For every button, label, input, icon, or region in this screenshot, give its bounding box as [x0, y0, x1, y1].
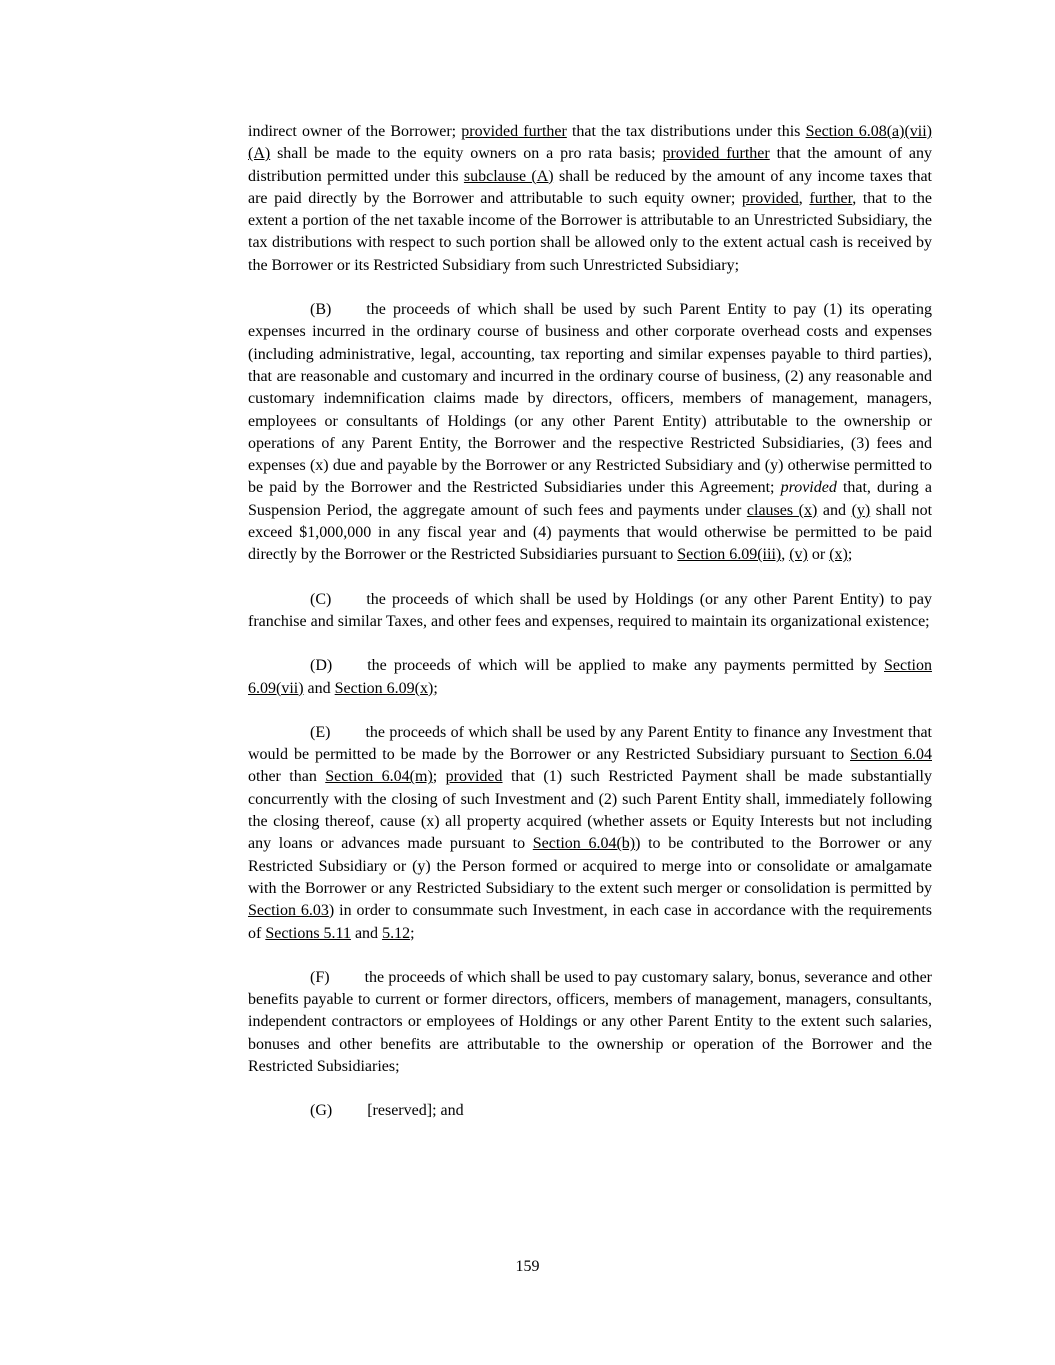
- text-run: (y): [851, 501, 871, 519]
- text-run: the proceeds of which will be applied to make any payments permitted by: [367, 657, 884, 675]
- text-run: provided: [741, 189, 799, 207]
- text-run: Section 6.09(iii): [677, 546, 782, 564]
- text-run: ) to be contributed to the Borrower or any Restricted Subsidiary or (y) the Person formed or acquired to merge into or consolidate or amalgamate with the Borrower or any Restricted Subsidiary to the extent such merger or consolidation is permitted by: [248, 835, 932, 897]
- text-run: provided further: [461, 123, 567, 140]
- text-run: Section 6.04(b): [532, 835, 636, 853]
- text-run: Sections 5.11: [265, 924, 351, 942]
- text-run: (v): [789, 546, 808, 564]
- text-run: clauses (x): [746, 501, 818, 519]
- text-run: shall not exceed $1,000,000 in any fiscal year and (4) payments that would otherwise be permitted to be paid directly by the Borrower or the Restricted Subsidiaries pursuant to: [248, 501, 933, 564]
- paragraph: [248, 722, 932, 945]
- text-run: other than: [248, 768, 326, 786]
- text-run: shall be reduced by the amount of any income taxes that are paid directly by the Borrower and attributable to such equity owner;: [248, 167, 932, 207]
- paragraph: [248, 121, 932, 277]
- text-run: , that to the extent a portion of the net taxable income of the Borrower is attributable to an Unrestricted Subsidiary, the tax distributions with respect to such portion shall be allowed only to the extent actual cash is received by the Borrower or its Restricted Subsidiary from such Unrestricted Subsidiary;: [248, 189, 933, 274]
- text-run: and: [817, 501, 852, 519]
- text-run: (G): [310, 1102, 333, 1120]
- text-run: ;: [410, 924, 415, 942]
- text-run: and: [350, 924, 383, 942]
- paragraph: [248, 1100, 932, 1122]
- paragraph: [248, 967, 932, 1078]
- text-run: that (1) such Restricted Payment shall be made substantially concurrently with the closing of such Investment and (2) such Parent Entity shall, immediately following the closing thereof, cause (x) all property acquired (whether assets or Equity Interests but not including any loans or advances made pursuant to: [248, 768, 933, 853]
- text-run: the proceeds of which shall be used by any Parent Entity to finance any Investment that would be permitted to be made by the Borrower or any Restricted Subsidiary pursuant to: [248, 723, 932, 764]
- text-run: shall be made to the equity owners on a pro rata basis;: [270, 145, 663, 163]
- text-run: ;: [432, 768, 446, 786]
- document-body: [248, 121, 932, 1145]
- text-run: Section 6.09(x): [334, 679, 434, 697]
- text-run: provided: [445, 768, 503, 786]
- paragraph: [248, 589, 932, 634]
- paragraph: [248, 655, 932, 700]
- text-run: (B): [310, 301, 332, 319]
- text-run: (D): [310, 657, 333, 675]
- text-run: 5.12: [382, 924, 411, 942]
- page-number: 159: [515, 1258, 540, 1275]
- text-run: Section 6.03: [248, 902, 329, 920]
- text-run: that the tax distributions under this: [566, 123, 806, 140]
- text-run: indirect owner of the Borrower;: [248, 123, 462, 140]
- text-run: subclause (A): [463, 167, 554, 185]
- text-run: (C): [310, 590, 332, 608]
- text-run: Section 6.04: [850, 746, 932, 764]
- text-run: Section 6.09(vii): [248, 657, 932, 697]
- text-run: ;: [433, 679, 438, 697]
- text-run: Section 6.08(a)(vii)(A): [248, 123, 933, 163]
- text-run: the proceeds of which shall be used by Holdings (or any other Parent Entity) to pay franchise and similar Taxes, and other fees and expenses, required to maintain its organizational existence;: [248, 590, 932, 630]
- text-run: provided: [780, 479, 837, 497]
- text-run: or: [807, 546, 830, 564]
- text-run: [reserved]; and: [367, 1102, 464, 1120]
- text-run: (E): [310, 723, 331, 741]
- text-run: ;: [847, 546, 853, 564]
- paragraph: [248, 299, 932, 567]
- text-run: the proceeds of which shall be used to pay customary salary, bonus, severance and other benefits payable to current or former directors, officers, members of management, managers, consultants, independent contractors or employees of Holdings or any other Parent Entity to the extent such salaries, bonuses and other benefits are attributable to the ownership or operation of the Borrower and the Restricted Subsidiaries;: [248, 968, 932, 1075]
- text-run: the proceeds of which shall be used by such Parent Entity to pay (1) its operating expenses incurred in the ordinary course of business and other corporate overhead costs and expenses (including administrative, legal, accounting, tax reporting and similar expenses payable to third parties), that are reasonable and customary and incurred in the ordinary course of business, (2) any reasonable and customary indemnification claims made by directors, officers, members of management, managers, employees or consultants of Holdings (or any other Parent Entity) attributable to the ownership or operations of any Parent Entity, the Borrower and the respective Restricted Subsidiaries, (3) fees and expenses (x) due and payable by the Borrower or any Restricted Subsidiary and (y) otherwise permitted to be paid by the Borrower and the Restricted Subsidiaries under this Agreement;: [248, 301, 932, 497]
- text-run: provided further: [662, 145, 770, 163]
- text-run: Section 6.04(m): [325, 768, 433, 786]
- text-run: that, during a Suspension Period, the aggregate amount of such fees and payments under: [248, 479, 932, 519]
- text-run: ,: [781, 546, 790, 564]
- text-run: ) in order to consummate such Investment, in each case in accordance with the requirements of: [248, 902, 932, 942]
- text-run: further: [809, 189, 853, 207]
- text-run: and: [303, 679, 335, 697]
- text-run: (F): [310, 968, 330, 986]
- text-run: ,: [798, 189, 810, 207]
- text-run: (x): [829, 546, 848, 564]
- text-run: that the amount of any distribution permitted under this: [248, 145, 933, 185]
